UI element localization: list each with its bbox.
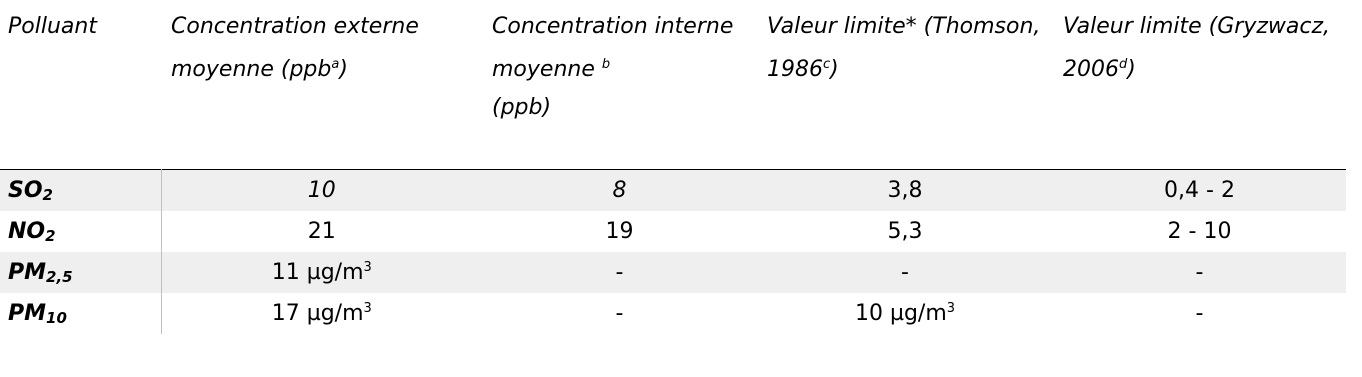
table-row xyxy=(0,252,1346,293)
internal-value: 8 xyxy=(612,178,627,203)
thomson-limit: 10 $\mu g/m^3$ xyxy=(854,301,956,326)
thomson-limit: - xyxy=(901,260,909,285)
pollutant-name: $NO_2$ xyxy=(0,211,161,252)
pollutant-name: $PM_{2,5}$ xyxy=(0,252,161,293)
table-row xyxy=(0,170,1346,212)
table-header-row xyxy=(0,0,1346,170)
external-value: 11 $\mu g/m^3$ xyxy=(271,260,372,285)
external-value: 17 $\mu g/m^3$ xyxy=(271,301,372,326)
pollutant-name: $SO_2$ xyxy=(0,170,161,212)
pollutant-name: $PM_{10}$ xyxy=(0,293,161,334)
header-limit-thomson: Valeur limite* (Thomson, 1986$^c$) xyxy=(767,14,1041,82)
table-row xyxy=(0,293,1346,334)
external-value: 21 xyxy=(307,219,336,244)
internal-value: 19 xyxy=(605,219,634,244)
header-pollutant: Polluant xyxy=(8,14,97,39)
gryzwacz-limit: - xyxy=(1195,260,1204,285)
header-external-concentration: Concentration externe moyenne (ppb$^a$) xyxy=(171,14,419,82)
external-value: 10 xyxy=(307,178,336,203)
thomson-limit: 3,8 xyxy=(887,178,923,203)
table-row xyxy=(0,211,1346,252)
thomson-limit: 5,3 xyxy=(887,219,923,244)
internal-value: - xyxy=(615,260,624,285)
gryzwacz-limit: - xyxy=(1195,301,1204,326)
gryzwacz-limit: 0,4 - 2 xyxy=(1164,178,1235,203)
gryzwacz-limit: 2 - 10 xyxy=(1167,219,1232,244)
internal-value: - xyxy=(615,301,624,326)
header-internal-concentration: Concentration interne moyenne $^b$ (ppb) xyxy=(492,14,734,120)
header-limit-gryzwacz: Valeur limite (Gryzwacz, 2006$^d$) xyxy=(1063,14,1331,82)
